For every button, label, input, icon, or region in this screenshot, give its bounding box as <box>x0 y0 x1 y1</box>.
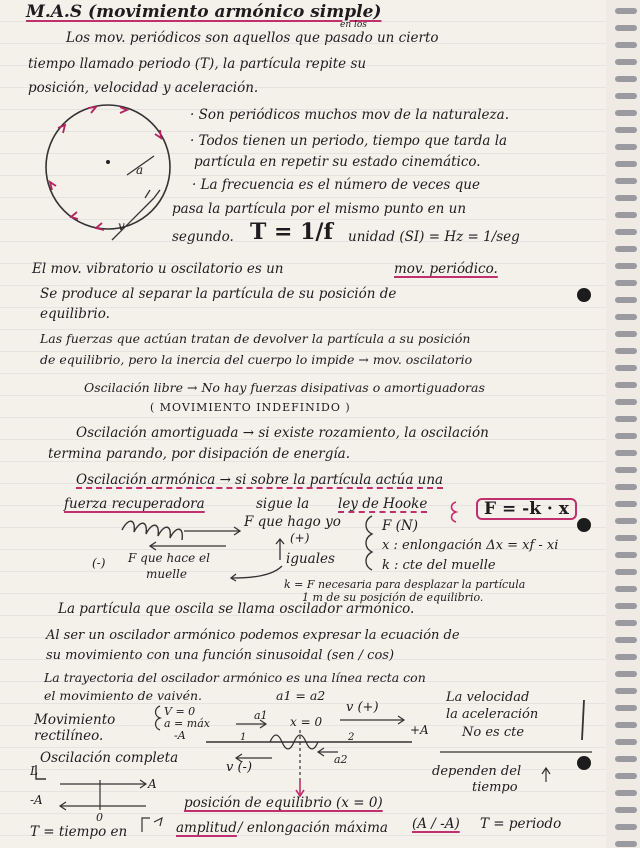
accel-label: a <box>136 163 144 177</box>
bullet-line: · Son periódicos muchos mov de la naturaleza. <box>190 107 509 123</box>
text-line: Al ser un oscilador armónico podemos expresar la ecuación de <box>46 628 460 643</box>
text-line: su movimiento con una función sinusoidal (sen / cos) <box>46 648 395 663</box>
text-line: Oscilación libre → No hay fuerzas disipativas o amortiguadoras <box>84 380 485 395</box>
note-right: tiempo <box>472 780 518 795</box>
spring-label: iguales <box>286 551 335 567</box>
diagram-label: v (+) <box>346 700 379 715</box>
diagram-label: -A <box>30 793 43 807</box>
bullet-line: segundo. <box>172 229 234 245</box>
text-line: a1 = a2 <box>276 688 326 703</box>
diagram-label: 0 <box>96 811 103 824</box>
text-line: Las fuerzas que actúan tratan de devolver la partícula a su posición <box>40 331 471 346</box>
page-title: M.A.S (movimiento armónico simple) <box>26 2 382 22</box>
spring-label: muelle <box>146 567 187 581</box>
text-line: equilibrio. <box>40 306 110 322</box>
k-note: k = F necesaria para desplazar la partícula <box>284 578 526 591</box>
text-line: sigue la <box>256 496 310 512</box>
note-right: La velocidad <box>446 690 530 705</box>
text-line: Oscilación completa <box>40 750 179 766</box>
diagram-label: L <box>30 764 38 778</box>
text-line: T = periodo <box>480 816 562 832</box>
insert-note: en los <box>340 20 367 30</box>
bullet-line: · La frecuencia es el número de veces que <box>192 177 480 193</box>
velocity-label: v <box>118 219 125 233</box>
highlight-posicion-equilibrio: posición de equilibrio (x = 0) <box>184 795 383 811</box>
spring-label: F que hago yo <box>244 514 341 530</box>
def-F: F (N) <box>382 518 419 534</box>
intro-line: tiempo llamado periodo (T), la partícula repite su <box>28 56 367 72</box>
highlight-amplitude-values: (A / -A) <box>412 816 460 832</box>
text-line: El mov. vibratorio u oscilatorio es un <box>32 261 284 277</box>
text-line: T = tiempo en <box>30 824 128 840</box>
note-right: la aceleración <box>446 707 539 722</box>
diagram-label: +A <box>410 723 429 737</box>
note-right: dependen del <box>432 764 522 779</box>
text-line: ( MOVIMIENTO INDEFINIDO ) <box>150 401 351 414</box>
spring-label: (+) <box>290 531 310 545</box>
highlight-fuerza-recuperadora: fuerza recuperadora <box>64 496 205 512</box>
def-x: x : enlongación Δx = xf - xi <box>382 538 559 553</box>
spring-label: (-) <box>92 556 106 570</box>
text-line: el movimiento de vaivén. <box>44 688 202 703</box>
period-formula: T = 1/f <box>250 219 333 245</box>
unit-formula: unidad (SI) = Hz = 1/seg <box>348 229 520 245</box>
intro-line: Los mov. periódicos son aquellos que pasado un cierto <box>66 30 439 46</box>
diagram-label: a2 <box>334 753 348 766</box>
text-line: Oscilación amortiguada → si existe rozamiento, la oscilación <box>76 425 489 441</box>
highlight-ley-hooke: ley de Hooke <box>338 496 428 512</box>
highlight-mov-periodico: mov. periódico. <box>394 261 498 277</box>
text-line: La trayectoria del oscilador armónico es una línea recta con <box>44 670 426 685</box>
hooke-formula-box: F = -k · x <box>476 498 577 520</box>
def-k: k : cte del muelle <box>382 558 496 573</box>
highlight-amplitud: amplitud <box>176 820 237 836</box>
text-line: / enlongación máxima <box>238 820 388 836</box>
diagram-label: a1 <box>254 709 268 722</box>
brace-item: -A <box>174 729 186 742</box>
text-line: rectilíneo. <box>34 728 104 744</box>
k-note: 1 m de su posición de equilibrio. <box>302 591 484 604</box>
note-right: No es cte <box>462 725 525 740</box>
bullet-line: · Todos tienen un periodo, tiempo que tarda la <box>190 133 508 149</box>
bullet-line: pasa la partícula por el mismo punto en un <box>172 201 467 217</box>
intro-line: posición, velocidad y aceleración. <box>28 80 259 96</box>
text-line: Oscilación armónica → si sobre la partícula actúa una <box>76 472 444 488</box>
brace-item: V = 0 <box>164 705 196 718</box>
text-line: La partícula que oscila se llama oscilador armónico. <box>58 601 415 617</box>
brace-item: a = máx <box>164 717 210 730</box>
diagram-label: 1 <box>240 732 247 743</box>
text-line: Se produce al separar la partícula de su posición de <box>40 286 397 302</box>
diagram-label: A <box>148 777 157 791</box>
spring-label: F que hace el <box>128 551 210 565</box>
diagram-label: 2 <box>348 732 355 743</box>
text-line: Movimiento <box>34 712 116 728</box>
diagram-label: x = 0 <box>290 715 323 729</box>
diagram-label: v (-) <box>226 760 253 775</box>
bullet-line: partícula en repetir su estado cinemático. <box>194 154 481 170</box>
text-line: termina parando, por disipación de energía. <box>48 446 351 462</box>
text-line: de equilibrio, pero la inercia del cuerpo lo impide → mov. oscilatorio <box>40 352 473 367</box>
